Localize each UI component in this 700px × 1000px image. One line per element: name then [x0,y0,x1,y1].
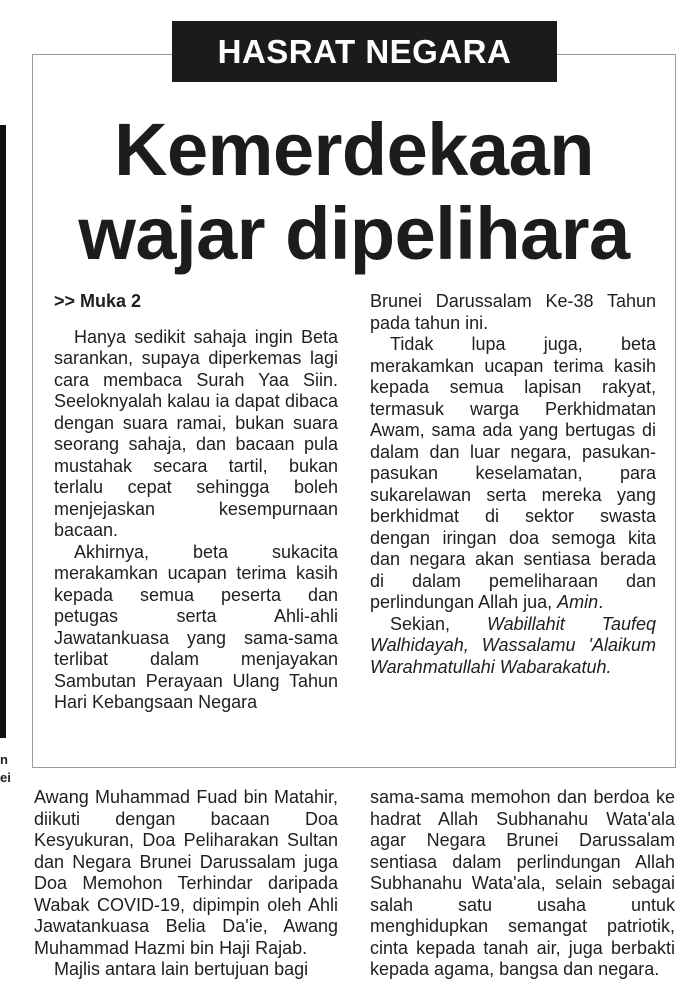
paragraph: Majlis antara lain bertujuan bagi [54,959,309,979]
paragraph: Awang Muhammad Fuad bin Matahir, diikuti dengan bacaan Doa Kesyukuran, Doa Peliharakan Sultan dan Negara Brunei Darussalam juga Doa Memohon Terhindar daripada Wabak COVID-19, dipimpin oleh Ahli Jawatankuasa Belia Da'ie, Awang Muhammad Hazmi bin Haji Rajab. [34,787,338,958]
paragraph: Brunei Darussalam Ke-38 Tahun pada tahun ini. [370,291,656,333]
headline [32,108,676,276]
closing-prefix: Sekian, [390,613,451,634]
headline-line-2: wajar dipelihara [78,192,630,275]
paragraph-text: Tidak lupa juga, beta merakamkan ucapan terima kasih kepada semua lapisan rakyat, termasuk warga Perkhidmatan Awam, sama ada yang bertugas di dalam dan luar negara, pasukan-pasukan keselamatan, para sukarelawan serta mereka yang berkhidmat di sektor swasta dengan iringan doa semoga kita dan negara akan sentiasa berada di dalam pemeliharaan dan perlindungan Allah jua, [370,334,656,612]
lower-column-2 [370,787,675,981]
closing-salutation: Wabillahit Taufeq Walhidayah, Wassalamu 'Alaikum Warahmatullahi Wabarakatuh. [370,613,656,677]
box-column-1 [54,291,338,714]
amin-text: Amin [557,592,599,612]
jump-label: >> Muka 2 [54,291,142,311]
adjacent-caption-fragment: ei [0,770,11,785]
adjacent-caption-fragment: n [0,752,8,767]
paragraph: Akhirnya, beta sukacita merakamkan ucapan terima kasih kepada semua peserta dan petugas serta Ahli-ahli Jawatankuasa yang sama-sama terlibat dalam menjayakan Sambutan Perayaan Ulang Tahun Hari Kebangsaan Negara [54,541,338,712]
headline-line-1: Kemerdekaan [114,108,594,191]
paragraph: Tidak lupa juga, beta merakamkan ucapan terima kasih kepada semua lapisan rakyat, termasuk warga Perkhidmatan Awam, sama ada yang bertugas di dalam dan luar negara, pasukan-pasukan keselamatan, para sukarelawan serta mereka yang berkhidmat di sektor swasta dengan iringan doa semoga kita dan negara akan sentiasa berada di dalam pemeliharaan dan perlindungan Allah jua, Amin. [370,334,656,612]
paragraph: sama-sama memohon dan berdoa ke hadrat Allah Subhanahu Wata'ala agar Negara Brunei Darussalam sentiasa dalam perlindungan Allah Subhanahu Wata'ala, selain sebagai salah satu usaha untuk menghidupkan semangat patriotik, cinta kepada tanah air, juga berbakti kepada agama, bangsa dan negara. [370,787,675,979]
adjacent-photo-edge [0,125,6,738]
section-banner: HASRAT NEGARA [172,21,557,82]
lower-column-1 [34,787,338,981]
paragraph: Hanya sedikit sahaja ingin Beta sarankan, supaya diperkemas lagi cara membaca Surah Yaa Siin. Seeloknyalah kalau ia dapat dibaca dengan suara ramai, bukan suara seorang sahaja, dan bacaan pula mustahak secara tartil, bukan terlalu cepat sehingga boleh menjejaskan kesempurnaan bacaan. [54,326,338,540]
closing-paragraph [370,614,656,679]
box-column-2 [370,291,656,678]
